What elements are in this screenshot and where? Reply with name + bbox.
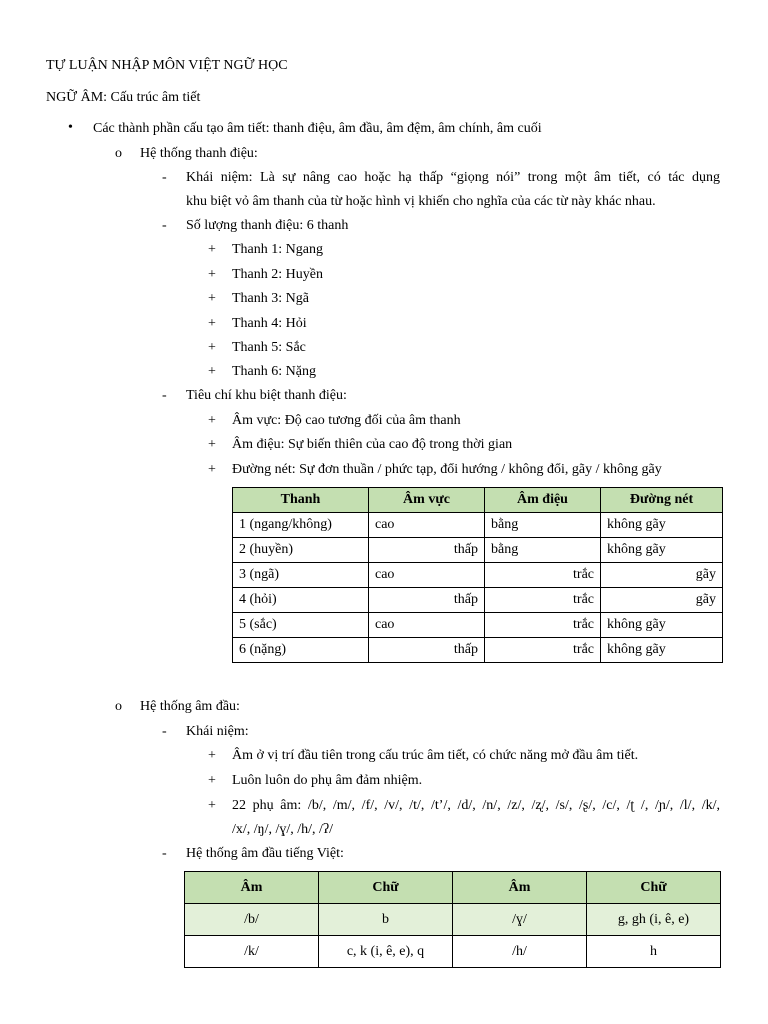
plus-marker: +	[208, 413, 216, 428]
plus-marker: +	[208, 316, 216, 331]
tone-item: Thanh 1: Ngang	[232, 242, 323, 257]
criteria-item: Âm vực: Độ cao tương đối của âm thanh	[232, 413, 461, 428]
table-cell: 5 (sắc)	[233, 613, 369, 638]
bullet-o-marker: o	[115, 699, 122, 714]
dash-marker: -	[162, 846, 167, 861]
table-cell: /ɣ/	[453, 904, 587, 936]
dash-marker: -	[162, 170, 167, 185]
table-cell: trắc	[485, 588, 601, 613]
header-cell: Âm điệu	[485, 488, 601, 513]
table-cell: c, k (i, ê, e), q	[319, 936, 453, 968]
initials-point: Âm ở vị trí đầu tiên trong cấu trúc âm tiết, có chức năng mở đầu âm tiết.	[232, 748, 639, 763]
table-cell: không gãy	[601, 613, 723, 638]
tones-concept-line1: Khái niệm: Là sự nâng cao hoặc hạ thấp “giọng nói” trong một âm tiết, có tác dụng	[186, 170, 720, 185]
table-cell: thấp	[369, 538, 485, 563]
criteria-heading: Tiêu chí khu biệt thanh điệu:	[186, 388, 347, 403]
table-cell: cao	[369, 613, 485, 638]
header-cell: Chữ	[587, 872, 721, 904]
tones-concept-line2: khu biệt vỏ âm thanh của từ hoặc hình vị khiến cho nghĩa của các từ này khác nhau.	[186, 194, 656, 209]
plus-marker: +	[208, 364, 216, 379]
tone-item: Thanh 3: Ngã	[232, 291, 309, 306]
tones-heading: Hệ thống thanh điệu:	[140, 146, 258, 161]
header-cell: Chữ	[319, 872, 453, 904]
table-cell: không gãy	[601, 513, 723, 538]
table-cell: h	[587, 936, 721, 968]
header-cell: Âm vực	[369, 488, 485, 513]
table-row	[233, 538, 723, 563]
table-cell: /b/	[185, 904, 319, 936]
tone-item: Thanh 4: Hỏi	[232, 316, 307, 331]
tone-item: Thanh 5: Sắc	[232, 340, 306, 355]
table-cell: g, gh (i, ê, e)	[587, 904, 721, 936]
table-cell: trắc	[485, 563, 601, 588]
document-title: TỰ LUẬN NHẬP MÔN VIỆT NGỮ HỌC	[46, 58, 288, 73]
initials-table	[184, 871, 721, 968]
plus-marker: +	[208, 291, 216, 306]
table-cell: 1 (ngang/không)	[233, 513, 369, 538]
criteria-item: Âm điệu: Sự biến thiên của cao độ trong thời gian	[232, 437, 513, 452]
vn-initials-heading: Hệ thống âm đầu tiếng Việt:	[186, 846, 344, 861]
table-cell: trắc	[485, 613, 601, 638]
plus-marker: +	[208, 340, 216, 355]
table-header-row	[233, 488, 723, 513]
header-cell: Âm	[453, 872, 587, 904]
tone-item: Thanh 2: Huyền	[232, 267, 323, 282]
components-line: Các thành phần cấu tạo âm tiết: thanh điệu, âm đầu, âm đệm, âm chính, âm cuối	[93, 121, 542, 136]
initials-heading: Hệ thống âm đầu:	[140, 699, 240, 714]
table-cell: cao	[369, 563, 485, 588]
table-row	[185, 936, 721, 968]
table-header-row	[185, 872, 721, 904]
table-cell: gãy	[601, 588, 723, 613]
plus-marker: +	[208, 748, 216, 763]
plus-marker: +	[208, 462, 216, 477]
header-cell: Âm	[185, 872, 319, 904]
table-cell: bằng	[485, 538, 601, 563]
table-cell: 3 (ngã)	[233, 563, 369, 588]
criteria-item: Đường nét: Sự đơn thuần / phức tạp, đổi hướng / không đổi, gãy / không gãy	[232, 462, 662, 477]
table-cell: 6 (nặng)	[233, 638, 369, 663]
table-cell: bằng	[485, 513, 601, 538]
table-row	[233, 613, 723, 638]
initials-point: Luôn luôn do phụ âm đảm nhiệm.	[232, 773, 423, 788]
dash-marker: -	[162, 218, 167, 233]
table-cell: thấp	[369, 638, 485, 663]
table-cell: 4 (hỏi)	[233, 588, 369, 613]
header-cell: Thanh	[233, 488, 369, 513]
tone-item: Thanh 6: Nặng	[232, 364, 316, 379]
tones-count: Số lượng thanh điệu: 6 thanh	[186, 218, 349, 233]
plus-marker: +	[208, 267, 216, 282]
plus-marker: +	[208, 242, 216, 257]
section-title: NGỮ ÂM: Cấu trúc âm tiết	[46, 90, 201, 105]
table-row	[185, 904, 721, 936]
table-row	[233, 588, 723, 613]
table-cell: cao	[369, 513, 485, 538]
header-cell: Đường nét	[601, 488, 723, 513]
plus-marker: +	[208, 773, 216, 788]
bullet-dot-marker: •	[68, 120, 73, 135]
dash-marker: -	[162, 388, 167, 403]
table-row	[233, 513, 723, 538]
table-cell: 2 (huyền)	[233, 538, 369, 563]
tone-table	[232, 487, 723, 663]
table-cell: gãy	[601, 563, 723, 588]
consonants-line1: 22 phụ âm: /b/, /m/, /f/, /v/, /t/, /t’/, /d/, /n/, /z/, /ʐ/, /s/, /ʂ/, /c/, /ʈ /, /ɲ/, /l/, /k/,	[232, 798, 720, 813]
table-cell: /k/	[185, 936, 319, 968]
table-cell: b	[319, 904, 453, 936]
table-cell: thấp	[369, 588, 485, 613]
plus-marker: +	[208, 798, 216, 813]
table-cell: không gãy	[601, 638, 723, 663]
plus-marker: +	[208, 437, 216, 452]
table-row	[233, 638, 723, 663]
bullet-o-marker: o	[115, 146, 122, 161]
table-cell: trắc	[485, 638, 601, 663]
dash-marker: -	[162, 724, 167, 739]
table-row	[233, 563, 723, 588]
table-cell: /h/	[453, 936, 587, 968]
consonants-line2: /x/, /ŋ/, /ɣ/, /h/, /ʔ/	[232, 822, 334, 837]
initials-concept: Khái niệm:	[186, 724, 249, 739]
table-cell: không gãy	[601, 538, 723, 563]
